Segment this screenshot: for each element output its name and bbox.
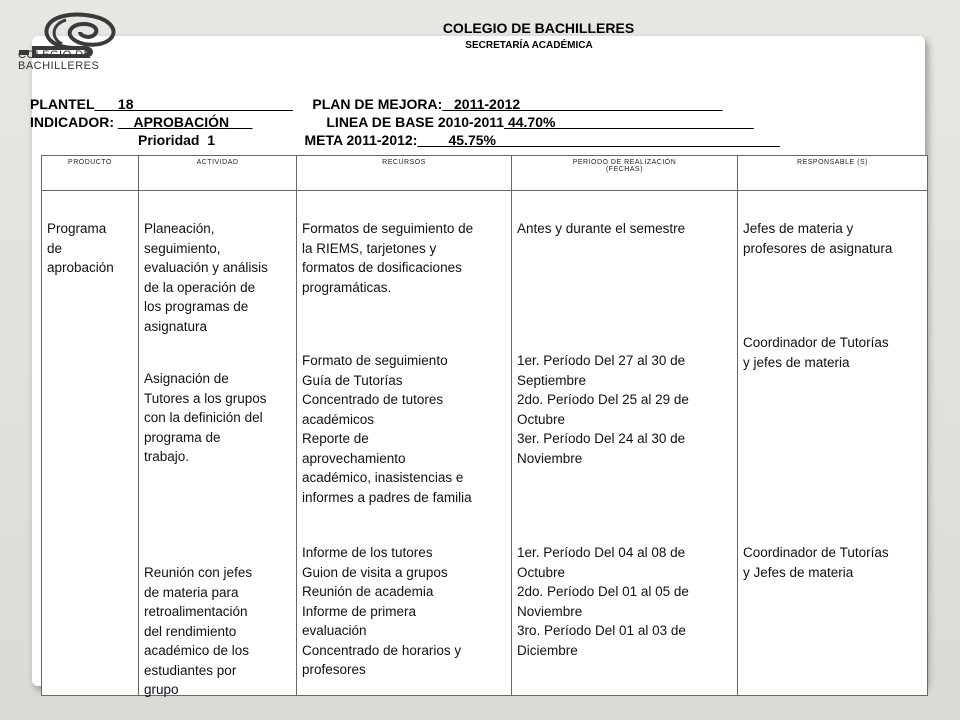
cell-actividad [139,191,297,696]
text-line: 2do. Período Del 01 al 05 de [517,584,689,599]
text-line: Jefes de materia y [743,221,854,236]
text-line: seguimiento, [144,240,221,256]
logo-text-line-2: BACHILLERES [18,60,100,72]
periodo-block-2 [517,351,734,468]
text-line: programáticas. [302,279,392,295]
text-line: Reporte de [302,431,369,446]
text-line: Octubre [517,411,566,427]
text-line: Concentrado de horarios y [302,642,462,658]
text-line: académicos [302,411,375,427]
text-line: de materia para [144,584,239,600]
text-line: 1er. Período Del 04 al 08 de [517,545,686,560]
text-line: del rendimiento [144,623,237,639]
header-periodo-line-1: PERIODO DE REALIZACIÓN [572,159,677,166]
text-line: Programa [47,221,107,236]
header-line-indicador [30,114,754,130]
cell-producto [42,191,139,696]
text-line: y Jefes de materia [743,564,854,580]
text-line: profesores de asignatura [743,240,893,256]
text-line: Septiembre [517,372,587,388]
actividad-block-2 [144,369,293,467]
header-periodo-line-2: (FECHAS) [605,166,644,173]
text-line: aprovechamiento [302,450,406,466]
logo-wordmark [18,50,99,72]
producto-block [47,219,135,278]
improvement-plan-table [41,155,928,696]
text-line: Guion de visita a grupos [302,564,448,580]
text-line: estudiantes por [144,662,237,678]
text-line: retroalimentación [144,604,248,619]
text-line: Formatos de seguimiento de [302,221,474,236]
text-line: Reunión de academia [302,584,434,599]
header-producto: PRODUCTO [42,156,139,191]
indicador-value: APROBACIÓN [133,114,230,130]
text-line: Antes y durante el semestre [517,221,686,236]
text-line: trabajo. [144,449,190,464]
header-periodo [512,156,738,191]
recursos-block-1 [302,219,508,297]
text-line: 3er. Período Del 24 al 30 de [517,431,686,446]
text-line: académico de los [144,643,250,658]
plantel-value: 18 [117,96,134,112]
responsable-block-3 [743,543,924,582]
cell-periodo [512,191,738,696]
text-line: Informe de los tutores [302,545,433,560]
logo-text-line-1: COLEGIO DE [18,49,92,61]
text-line: Coordinador de Tutorías [743,545,889,560]
periodo-block-3 [517,543,734,660]
text-line: de [47,240,63,256]
department-name: SECRETARÍA ACADÉMICA [465,40,593,51]
text-line: Coordinador de Tutorías [743,335,889,350]
linea-base-value: 44.70% [507,114,556,130]
text-line: los programas de [144,299,249,314]
meta-label: META 2011-2012: [304,132,418,148]
text-line: Guía de Tutorías [302,372,403,388]
text-line: Concentrado de tutores [302,392,444,407]
header-actividad: ACTIVIDAD [139,156,297,191]
text-line: Asignación de [144,371,229,386]
text-line: la RIEMS, tarjetones y [302,240,437,256]
text-line: aprobación [47,260,114,275]
text-line: grupo [144,682,179,697]
header-recursos: RECURSOS [297,156,512,191]
plan-label: PLAN DE MEJORA: [312,96,443,112]
cell-recursos [297,191,512,696]
text-line: Planeación, [144,221,215,236]
text-line: 3ro. Período Del 01 al 03 de [517,623,686,638]
recursos-block-3 [302,543,508,680]
actividad-block-1 [144,219,293,336]
text-line: Noviembre [517,603,583,619]
text-line: Formato de seguimiento [302,353,448,368]
linea-base-label: LINEA DE BASE 2010-2011 [326,114,505,130]
header-line-prioridad [138,132,780,148]
text-line: asignatura [144,318,208,334]
text-line: académico, inasistencias e [302,470,464,485]
table-row [42,191,928,696]
table-header-row [42,156,928,191]
text-line: programa de [144,429,221,445]
text-line: de la operación de [144,279,256,295]
responsable-block-2 [743,333,924,372]
plan-value: 2011-2012 [454,96,521,112]
text-line: Reunión con jefes [144,565,253,580]
periodo-block-1 [517,219,734,239]
header-responsable: RESPONSABLE (S) [738,156,928,191]
prioridad-value: 1 [207,132,216,148]
text-line: 1er. Período Del 27 al 30 de [517,353,686,368]
institution-name: COLEGIO DE BACHILLERES [442,20,635,36]
responsable-block-1 [743,219,924,258]
text-line: Informe de primera [302,603,417,619]
text-line: 2do. Período Del 25 al 29 de [517,392,689,407]
cell-responsable [738,191,928,696]
actividad-block-3 [144,563,293,700]
text-line: con la definición del [144,410,263,425]
recursos-block-2 [302,351,508,507]
text-line: Noviembre [517,450,583,466]
indicador-label: INDICADOR: [30,114,114,130]
text-line: evaluación [302,623,367,638]
text-line: evaluación y análisis [144,260,268,275]
text-line: Tutores a los grupos [144,390,267,406]
prioridad-label: Prioridad [138,132,200,148]
text-line: y jefes de materia [743,354,850,370]
text-line: informes a padres de familia [302,489,472,505]
text-line: Diciembre [517,642,578,658]
plantel-label: PLANTEL [30,96,95,112]
header-line-plantel [30,96,722,112]
meta-value: 45.75% [448,132,496,148]
text-line: formatos de dosificaciones [302,260,462,275]
text-line: Octubre [517,564,566,580]
text-line: profesores [302,662,366,677]
